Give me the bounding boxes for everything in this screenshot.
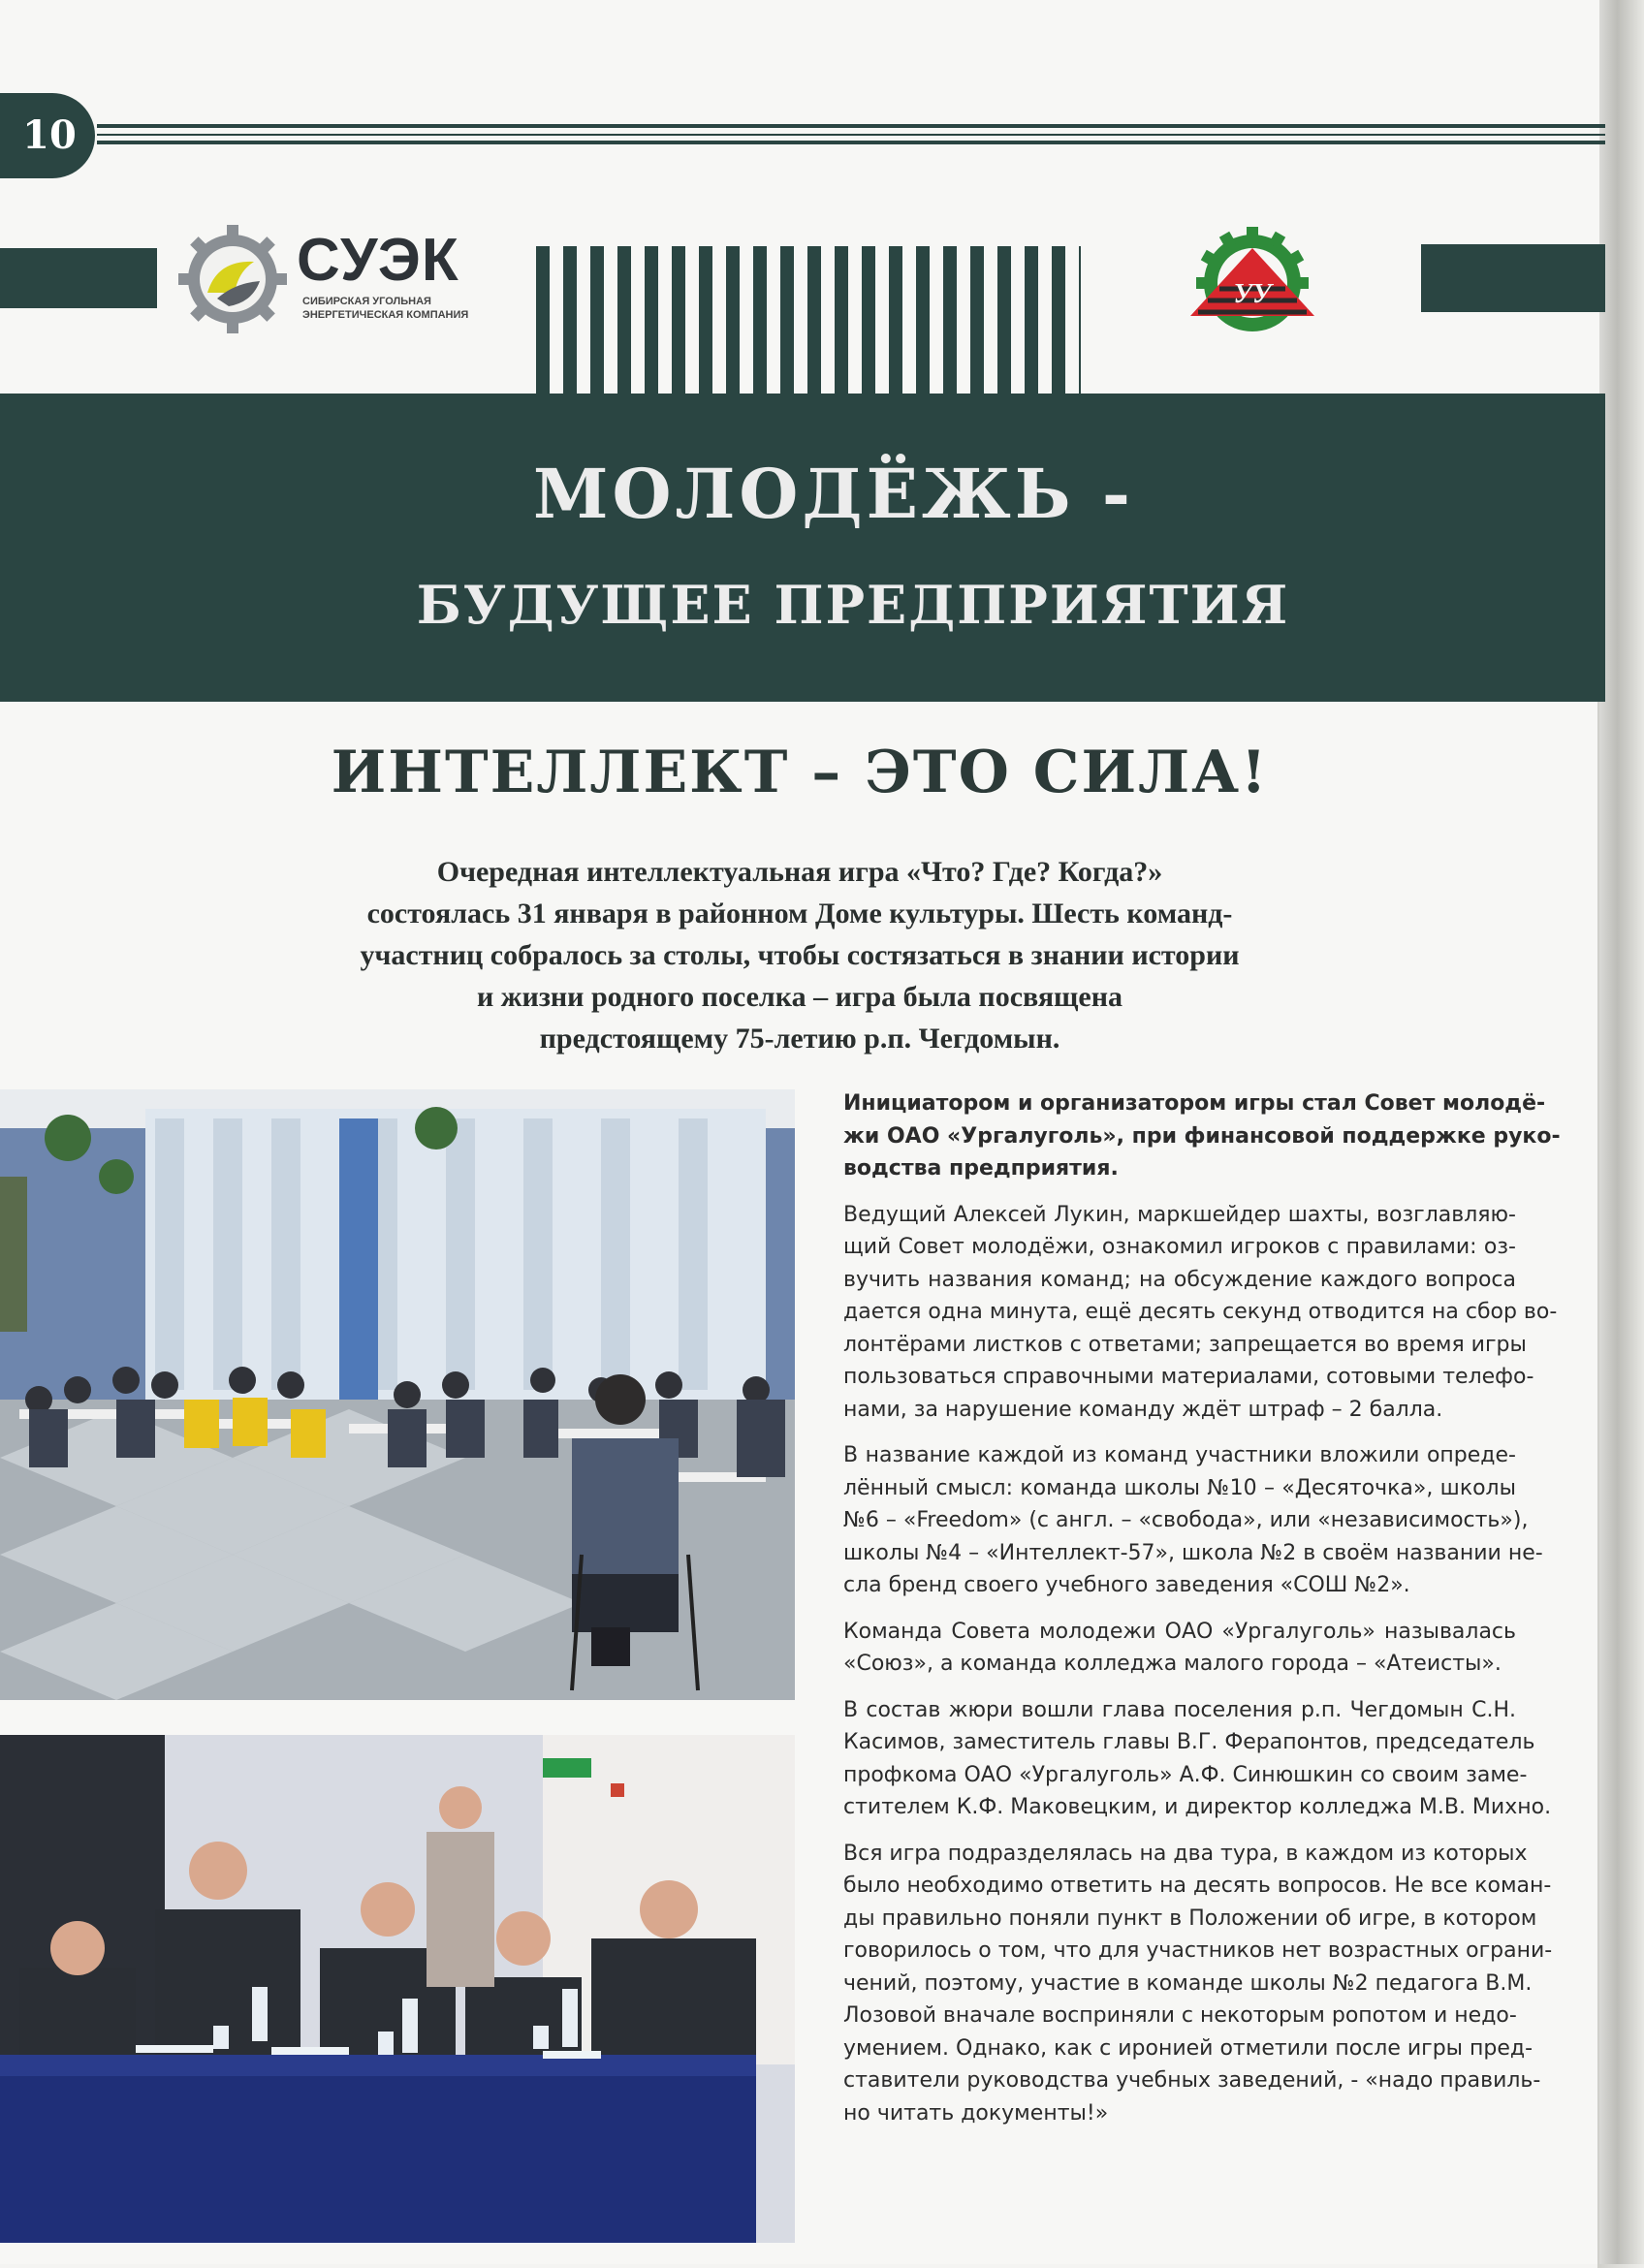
- text-line: чений, поэтому, участие в команде школы №2 педагога В.М.: [843, 1970, 1533, 1996]
- article-body: [822, 1087, 1561, 2143]
- lead-line: Очередная интеллектуальная игра «Что? Где? Когда?»: [436, 856, 1163, 888]
- body-paragraph: [822, 1199, 1558, 1427]
- text-line: Инициатором и организатором игры стал Совет молодё-: [843, 1091, 1546, 1116]
- text-line: В состав жюри вошли глава поселения р.п. Чегдомын С.Н.: [843, 1697, 1516, 1722]
- lead-line: состоялась 31 января в районном Доме культуры. Шесть команд-: [366, 898, 1233, 929]
- body-paragraph: [822, 1616, 1516, 1681]
- header-rule-thin: [97, 134, 1605, 136]
- body-paragraph: [822, 1694, 1552, 1824]
- text-line: Ведущий Алексей Лукин, маркшейдер шахты, возглавляю-: [843, 1202, 1516, 1227]
- text-line: но читать документы!»: [843, 2100, 1109, 2126]
- text-line: водства предприятия.: [843, 1156, 1119, 1181]
- photo-jury: [0, 1735, 795, 2243]
- text-line: В название каждой из команд участники вложили опреде-: [843, 1443, 1516, 1467]
- decorative-stripes: [536, 246, 1081, 394]
- urgalugol-mark: УУ: [1233, 279, 1272, 309]
- text-line: говорилось о том, что для участников нет возрастных ограни-: [843, 1938, 1553, 1963]
- body-paragraph: [822, 1439, 1543, 1602]
- text-line: умением. Однако, как с иронией отметили после игры пред-: [843, 2035, 1533, 2061]
- photo-game-hall: [0, 1089, 795, 1700]
- text-line: ды правильно поняли пункт в Положении об игре, в котором: [843, 1906, 1537, 1931]
- text-line: Касимов, заместитель главы В.Г. Ферапонтов, председатель: [843, 1730, 1535, 1754]
- text-line: №6 – «Freedom» (с англ. – «свобода», или «независимость»),: [843, 1508, 1529, 1532]
- header-bar-left: [0, 248, 157, 308]
- article-lead: [242, 851, 1357, 1059]
- text-line: Вся игра подразделялась на два тура, в каждом из которых: [843, 1841, 1528, 1866]
- lead-line: предстоящему 75-летию р.п. Чегдомын.: [539, 1023, 1060, 1055]
- header-rule: [97, 124, 1605, 128]
- intro-paragraph: [822, 1087, 1561, 1185]
- banner-title: МОЛОДЁЖЬ -: [533, 454, 1134, 534]
- text-line: «Союз», а команда колледжа малого города – «Атеисты».: [843, 1652, 1502, 1676]
- text-line: было необходимо ответить на десять вопросов. Не все коман-: [843, 1874, 1552, 1898]
- suek-gear-icon: [178, 225, 287, 333]
- banner-subtitle: БУДУЩЕЕ ПРЕДПРИЯТИЯ: [416, 574, 1290, 636]
- suek-tagline: СИБИРСКАЯ УГОЛЬНАЯ ЭНЕРГЕТИЧЕСКАЯ КОМПАНИЯ: [302, 296, 469, 321]
- suek-logo: [178, 221, 498, 337]
- body-paragraph: [822, 1838, 1553, 2130]
- text-line: лонтёрами листков с ответами; запрещается во время игры: [843, 1332, 1527, 1357]
- section-banner: [0, 394, 1605, 702]
- text-line: дается одна минута, ещё десять секунд отводится на сбор во-: [843, 1300, 1558, 1324]
- text-line: вучить названия команд; на обсуждение каждого вопроса: [843, 1267, 1516, 1292]
- text-line: щий Совет молодёжи, ознакомил игроков с правилами: оз-: [843, 1235, 1516, 1259]
- page-number: 10: [0, 93, 95, 178]
- text-line: ставители руководства учебных заведений, - «надо правиль-: [843, 2068, 1541, 2093]
- text-line: лённый смысл: команда школы №10 – «Десяточка», школы: [843, 1475, 1516, 1500]
- text-line: Лозовой вначале восприняли с некоторым ропотом и недо-: [843, 2003, 1517, 2028]
- header-bar-right: [1421, 244, 1605, 312]
- suek-wordmark: СУЭК: [297, 227, 459, 294]
- header-rule: [97, 141, 1605, 144]
- text-line: нами, за нарушение команду ждёт штраф – 2 балла.: [843, 1397, 1443, 1422]
- urgalugol-logo: [1179, 215, 1326, 362]
- lead-line: участниц собралось за столы, чтобы состязаться в знании истории: [360, 939, 1240, 971]
- text-line: стителем К.Ф. Маковецким, и директор колледжа М.В. Михно.: [843, 1795, 1552, 1819]
- page-binding: [1599, 0, 1644, 2264]
- lead-line: и жизни родного поселка – игра была посвящена: [477, 981, 1122, 1013]
- text-line: жи ОАО «Ургалуголь», при финансовой поддержке руко-: [843, 1123, 1561, 1149]
- article-headline: ИНТЕЛЛЕКТ – ЭТО СИЛА!: [331, 739, 1269, 806]
- text-line: профкома ОАО «Ургалуголь» А.Ф. Синюшкин со своим заме-: [843, 1762, 1528, 1787]
- text-line: Команда Совета молодежи ОАО «Ургалуголь» называлась: [843, 1619, 1516, 1644]
- text-line: пользоваться справочными материалами, сотовыми телефо-: [843, 1365, 1534, 1389]
- text-line: сла бренд своего учебного заведения «СОШ №2».: [843, 1573, 1410, 1597]
- text-line: школы №4 – «Интеллект-57», школа №2 в своём названии не-: [843, 1540, 1543, 1565]
